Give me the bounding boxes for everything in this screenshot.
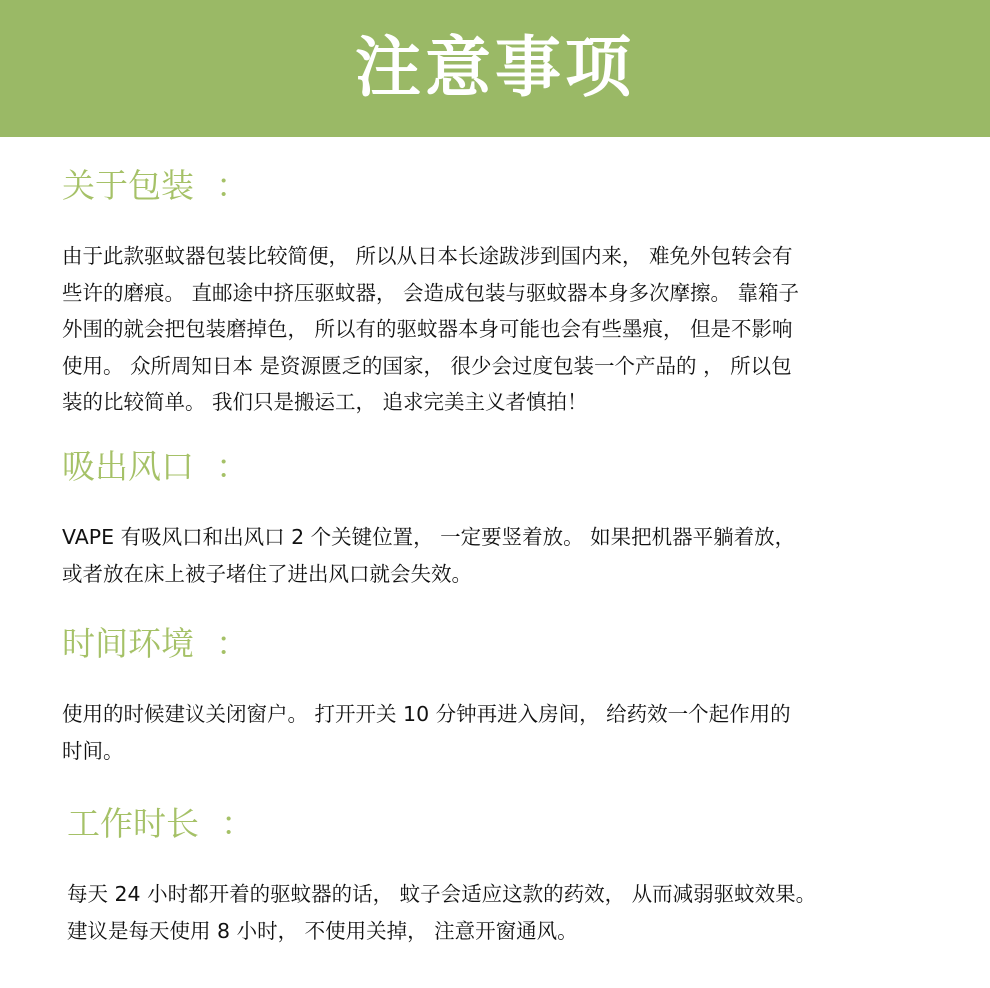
page-title: 注意事项 — [355, 28, 635, 106]
header-banner — [0, 0, 990, 137]
section-packaging — [62, 166, 942, 421]
section-vents — [62, 447, 942, 592]
heading-text: 关于包装 — [62, 166, 194, 205]
text-line: 由于此款驱蚊器包装比较简便， 所以从日本长途跋涉到国内来， 难免外包转会有 — [62, 244, 793, 268]
heading-text: 工作时长 — [67, 804, 199, 843]
text-line: 外围的就会把包装磨掉色， 所以有的驱蚊器本身可能也会有些墨痕， 但是不影响 — [62, 317, 793, 341]
text-line: 或者放在床上被子堵住了进出风口就会失效。 — [62, 561, 472, 586]
heading-colon: ： — [216, 447, 249, 486]
section-heading — [62, 166, 942, 206]
text-line: 每天 24 小时都开着的驱蚊器的话， 蚊子会适应这款的药效， 从而减弱驱蚊效果。 — [67, 882, 817, 906]
section-body — [62, 696, 942, 769]
text-line: 装的比较简单。 我们只是搬运工， 追求完美主义者慎拍！ — [62, 390, 588, 414]
text-line: 时间。 — [62, 738, 124, 763]
text-line: 些许的磨痕。 直邮途中挤压驱蚊器， 会造成包装与驱蚊器本身多次摩擦。 靠箱子 — [62, 280, 800, 305]
section-heading — [62, 447, 942, 487]
section-heading — [67, 804, 947, 844]
heading-colon: ： — [216, 166, 249, 205]
text-line: 使用。 众所周知日本 是资源匮乏的国家， 很少会过度包装一个产品的 ， 所以包 — [62, 353, 792, 378]
section-duration — [67, 804, 947, 949]
section-body — [62, 238, 942, 421]
heading-colon: ： — [216, 624, 249, 663]
section-environment — [62, 624, 942, 769]
section-body — [62, 519, 942, 592]
text-line: 建议是每天使用 8 小时， 不使用关掉， 注意开窗通风。 — [67, 918, 578, 943]
heading-text: 时间环境 — [62, 624, 194, 663]
section-body — [67, 876, 947, 949]
text-line: 使用的时候建议关闭窗户。 打开开关 10 分钟再进入房间， 给药效一个起作用的 — [62, 702, 791, 726]
heading-colon: ： — [221, 804, 254, 843]
section-heading — [62, 624, 942, 664]
text-line: VAPE 有吸风口和出风口 2 个关键位置， 一定要竖着放。 如果把机器平躺着放， — [62, 525, 796, 549]
heading-text: 吸出风口 — [62, 447, 194, 486]
